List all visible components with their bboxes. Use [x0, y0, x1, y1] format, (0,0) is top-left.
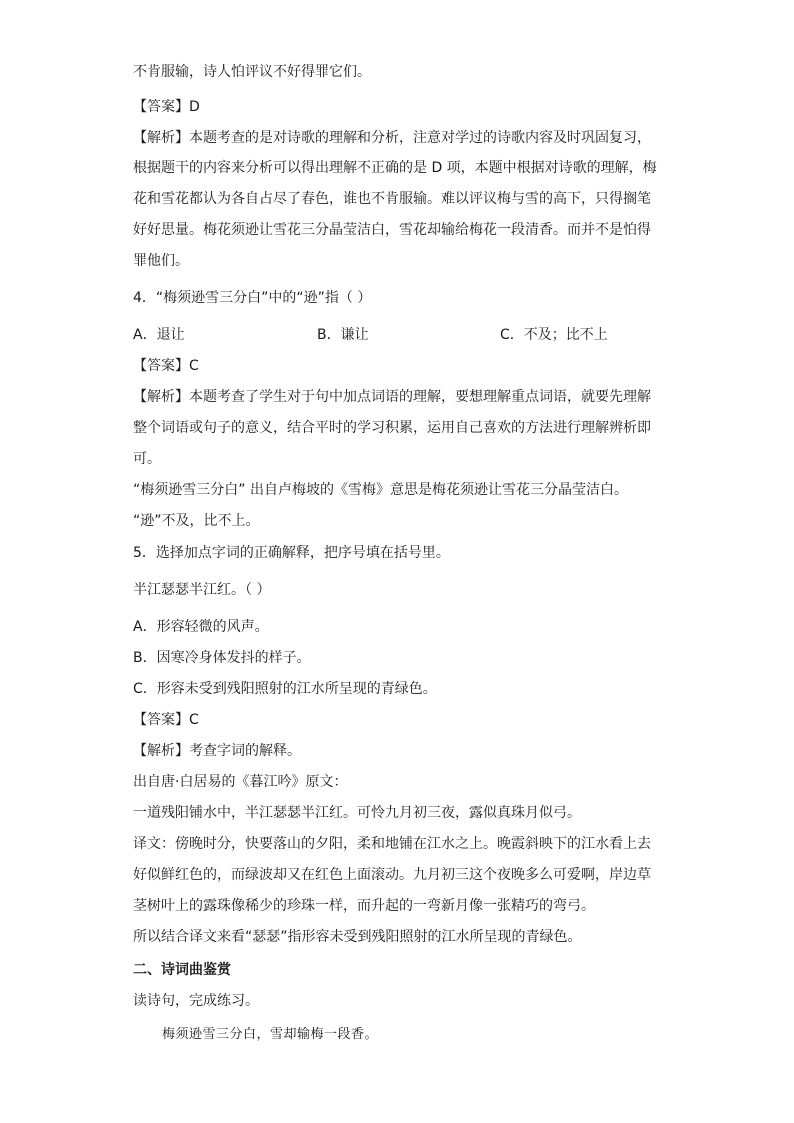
q5-subquestion: 半江瑟瑟半江红。（ ）: [133, 582, 271, 598]
q5-analysis-line: 所以结合译文来看“瑟瑟”指形容未受到残阳照射的江水所呈现的青绿色。: [133, 929, 582, 945]
q4-analysis-line: “梅须逊雪三分白” 出自卢梅坡的《雪梅》意思是梅花须逊让雪花三分晶莹洁白。: [133, 482, 628, 498]
q4-question: 4．“梅须逊雪三分白”中的“逊”指（ ）: [133, 290, 372, 306]
q5-analysis-line: 茎树叶上的露珠像稀少的珍珠一样，而升起的一弯新月像一张精巧的弯弓。: [133, 898, 595, 914]
q5-answer: 【答案】C: [133, 712, 199, 728]
q4-option-b: B．谦让: [317, 327, 369, 343]
q3-answer: 【答案】D: [133, 99, 200, 115]
q5-analysis-line: 译文：傍晚时分，快要落山的夕阳，柔和地铺在江水之上。晚霞斜映下的江水看上去: [133, 836, 651, 852]
section-heading: 二、诗词曲鉴赏: [133, 962, 231, 978]
q3-analysis-line: 罪他们。: [133, 253, 189, 269]
q4-analysis-line: 整个词语或句子的意义，结合平时的学习积累，运用自己喜欢的方法进行理解辨析即: [133, 420, 651, 436]
q5-analysis-line: 【解析】考查字词的解释。: [133, 743, 301, 759]
poem-line: 梅须逊雪三分白，雪却输梅一段香。: [162, 1027, 379, 1042]
q5-option-c: C．形容未受到残阳照射的江水所呈现的青绿色。: [133, 681, 437, 697]
q5-option-b: B．因寒冷身体发抖的样子。: [133, 650, 311, 666]
q5-analysis-line: 出自唐·白居易的《暮江吟》原文：: [133, 774, 348, 790]
q5-analysis-line: 好似鲜红色的，而绿波却又在红色上面滚动。九月初三这个夜晚多么可爱啊，岸边草: [133, 867, 651, 883]
q5-analysis-line: 一道残阳铺水中，半江瑟瑟半江红。可怜九月初三夜，露似真珠月似弓。: [133, 805, 581, 821]
q5-question: 5．选择加点字词的正确解释，把序号填在括号里。: [133, 545, 450, 561]
q3-analysis-line: 花和雪花都认为各自占尽了春色，谁也不肯服输。难以评议梅与雪的高下，只得搁笔: [133, 191, 651, 207]
q4-analysis-line: 可。: [133, 451, 161, 467]
q4-option-c: C．不及；比不上: [500, 327, 608, 343]
q4-analysis-line: 【解析】本题考查了学生对于句中加点词语的理解，要想理解重点词语，就要先理解: [133, 389, 651, 405]
q4-answer: 【答案】C: [133, 358, 199, 374]
q5-option-a: A．形容轻微的风声。: [133, 619, 269, 635]
q3-analysis-line: 根据题干的内容来分析可以得出理解不正确的是 D 项，本题中根据对诗歌的理解，梅: [133, 160, 657, 176]
q3-analysis-line: 好好思量。梅花须逊让雪花三分晶莹洁白，雪花却输给梅花一段清香。而并不是怕得: [133, 222, 651, 238]
q3-tail-text: 不肯服输，诗人怕评议不好得罪它们。: [133, 64, 371, 80]
section-instruction: 读诗句，完成练习。: [133, 993, 259, 1009]
q4-analysis-line: “逊”不及，比不上。: [133, 513, 260, 529]
q4-option-a: A．退让: [133, 327, 185, 343]
q3-analysis-line: 【解析】本题考查的是对诗歌的理解和分析，注意对学过的诗歌内容及时巩固复习，: [133, 130, 651, 146]
